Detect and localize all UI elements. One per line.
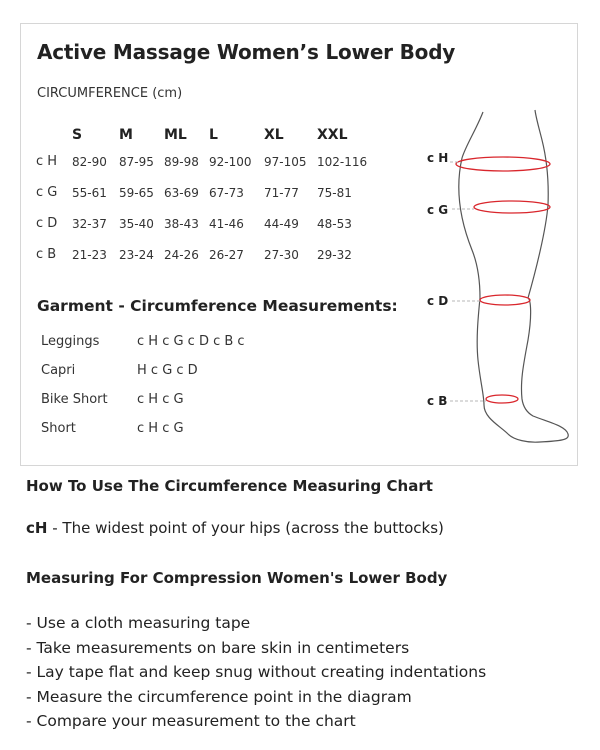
table-cell: 59-65 — [119, 185, 154, 200]
garment-row-bike-short — [41, 385, 245, 414]
table-cell: 48-53 — [317, 216, 352, 231]
row-label-cb: c B — [36, 247, 57, 262]
measuring-heading: Measuring For Compression Women's Lower Body — [26, 569, 448, 587]
table-cell: 89-98 — [164, 154, 199, 169]
list-item: - Measure the circumference point in the diagram — [26, 687, 412, 706]
table-cell: 92-100 — [209, 154, 252, 169]
table-row-cb — [36, 239, 379, 270]
garment-row-short — [41, 414, 245, 443]
table-cell: 55-61 — [72, 185, 107, 200]
size-header-ml: ML — [164, 127, 187, 143]
garment-row-leggings — [41, 327, 245, 356]
size-header-m: M — [119, 127, 133, 143]
knee-ring — [480, 295, 530, 305]
list-item: - Take measurements on bare skin in centimeters — [26, 638, 410, 657]
table-cell: 21-23 — [72, 247, 107, 262]
size-header-xxl: XXL — [317, 127, 348, 143]
table-cell: 24-26 — [164, 247, 199, 262]
ch-definition — [26, 519, 444, 537]
diagram-label-cg: c G — [427, 203, 449, 217]
table-row-cg — [36, 177, 379, 208]
garment-name: Bike Short — [41, 392, 108, 407]
leg-outline — [459, 110, 569, 442]
corner-cell — [36, 124, 72, 146]
row-label-cg: c G — [36, 185, 58, 200]
list-item: - Compare your measurement to the chart — [26, 712, 356, 731]
table-cell: 75-81 — [317, 185, 352, 200]
table-cell: 87-95 — [119, 154, 154, 169]
garment-points: c H c G c D c B c — [137, 334, 245, 349]
table-cell: 38-43 — [164, 216, 199, 231]
table-row-ch — [36, 146, 379, 177]
table-cell: 67-73 — [209, 185, 244, 200]
garment-points: H c G c D — [137, 363, 198, 378]
diagram-label-ch: c H — [427, 151, 449, 165]
table-cell: 63-69 — [164, 185, 199, 200]
garment-list — [41, 327, 245, 443]
table-cell: 97-105 — [264, 154, 307, 169]
ch-term: cH — [26, 519, 48, 537]
diagram-label-cd: c D — [427, 294, 449, 308]
garment-points: c H c G — [137, 392, 184, 407]
hip-ring — [456, 157, 550, 171]
garment-heading: Garment - Circumference Measurements: — [37, 297, 398, 315]
how-to-heading: How To Use The Circumference Measuring Chart — [26, 477, 433, 495]
garment-name: Capri — [41, 363, 76, 378]
size-header-s: S — [72, 127, 83, 143]
table-cell: 32-37 — [72, 216, 107, 231]
size-table — [36, 124, 379, 270]
table-cell: 27-30 — [264, 247, 299, 262]
row-label-cd: c D — [36, 216, 58, 231]
size-header-row — [36, 124, 379, 146]
table-cell: 82-90 — [72, 154, 107, 169]
diagram-label-cb: c B — [427, 394, 448, 408]
measuring-steps — [26, 611, 486, 734]
table-cell: 44-49 — [264, 216, 299, 231]
table-cell: 71-77 — [264, 185, 299, 200]
chart-title: Active Massage Women’s Lower Body — [37, 40, 456, 64]
ankle-ring — [486, 395, 518, 403]
thigh-ring — [474, 201, 550, 213]
leg-diagram — [400, 100, 572, 450]
garment-name: Leggings — [41, 334, 100, 349]
table-cell: 35-40 — [119, 216, 154, 231]
size-header-xl: XL — [264, 127, 284, 143]
table-cell: 23-24 — [119, 247, 154, 262]
garment-name: Short — [41, 421, 76, 436]
table-cell: 41-46 — [209, 216, 244, 231]
table-cell: 102-116 — [317, 154, 368, 169]
list-item: - Lay tape flat and keep snug without creating indentations — [26, 663, 487, 682]
table-cell: 26-27 — [209, 247, 244, 262]
row-label-ch: c H — [36, 154, 58, 169]
garment-row-capri — [41, 356, 245, 385]
circumference-label: CIRCUMFERENCE (cm) — [37, 86, 183, 101]
table-row-cd — [36, 208, 379, 239]
ch-description: - The widest point of your hips (across the buttocks) — [47, 519, 444, 537]
size-header-l: L — [209, 127, 218, 143]
table-cell: 29-32 — [317, 247, 352, 262]
list-item: - Use a cloth measuring tape — [26, 614, 251, 632]
garment-points: c H c G — [137, 421, 184, 436]
